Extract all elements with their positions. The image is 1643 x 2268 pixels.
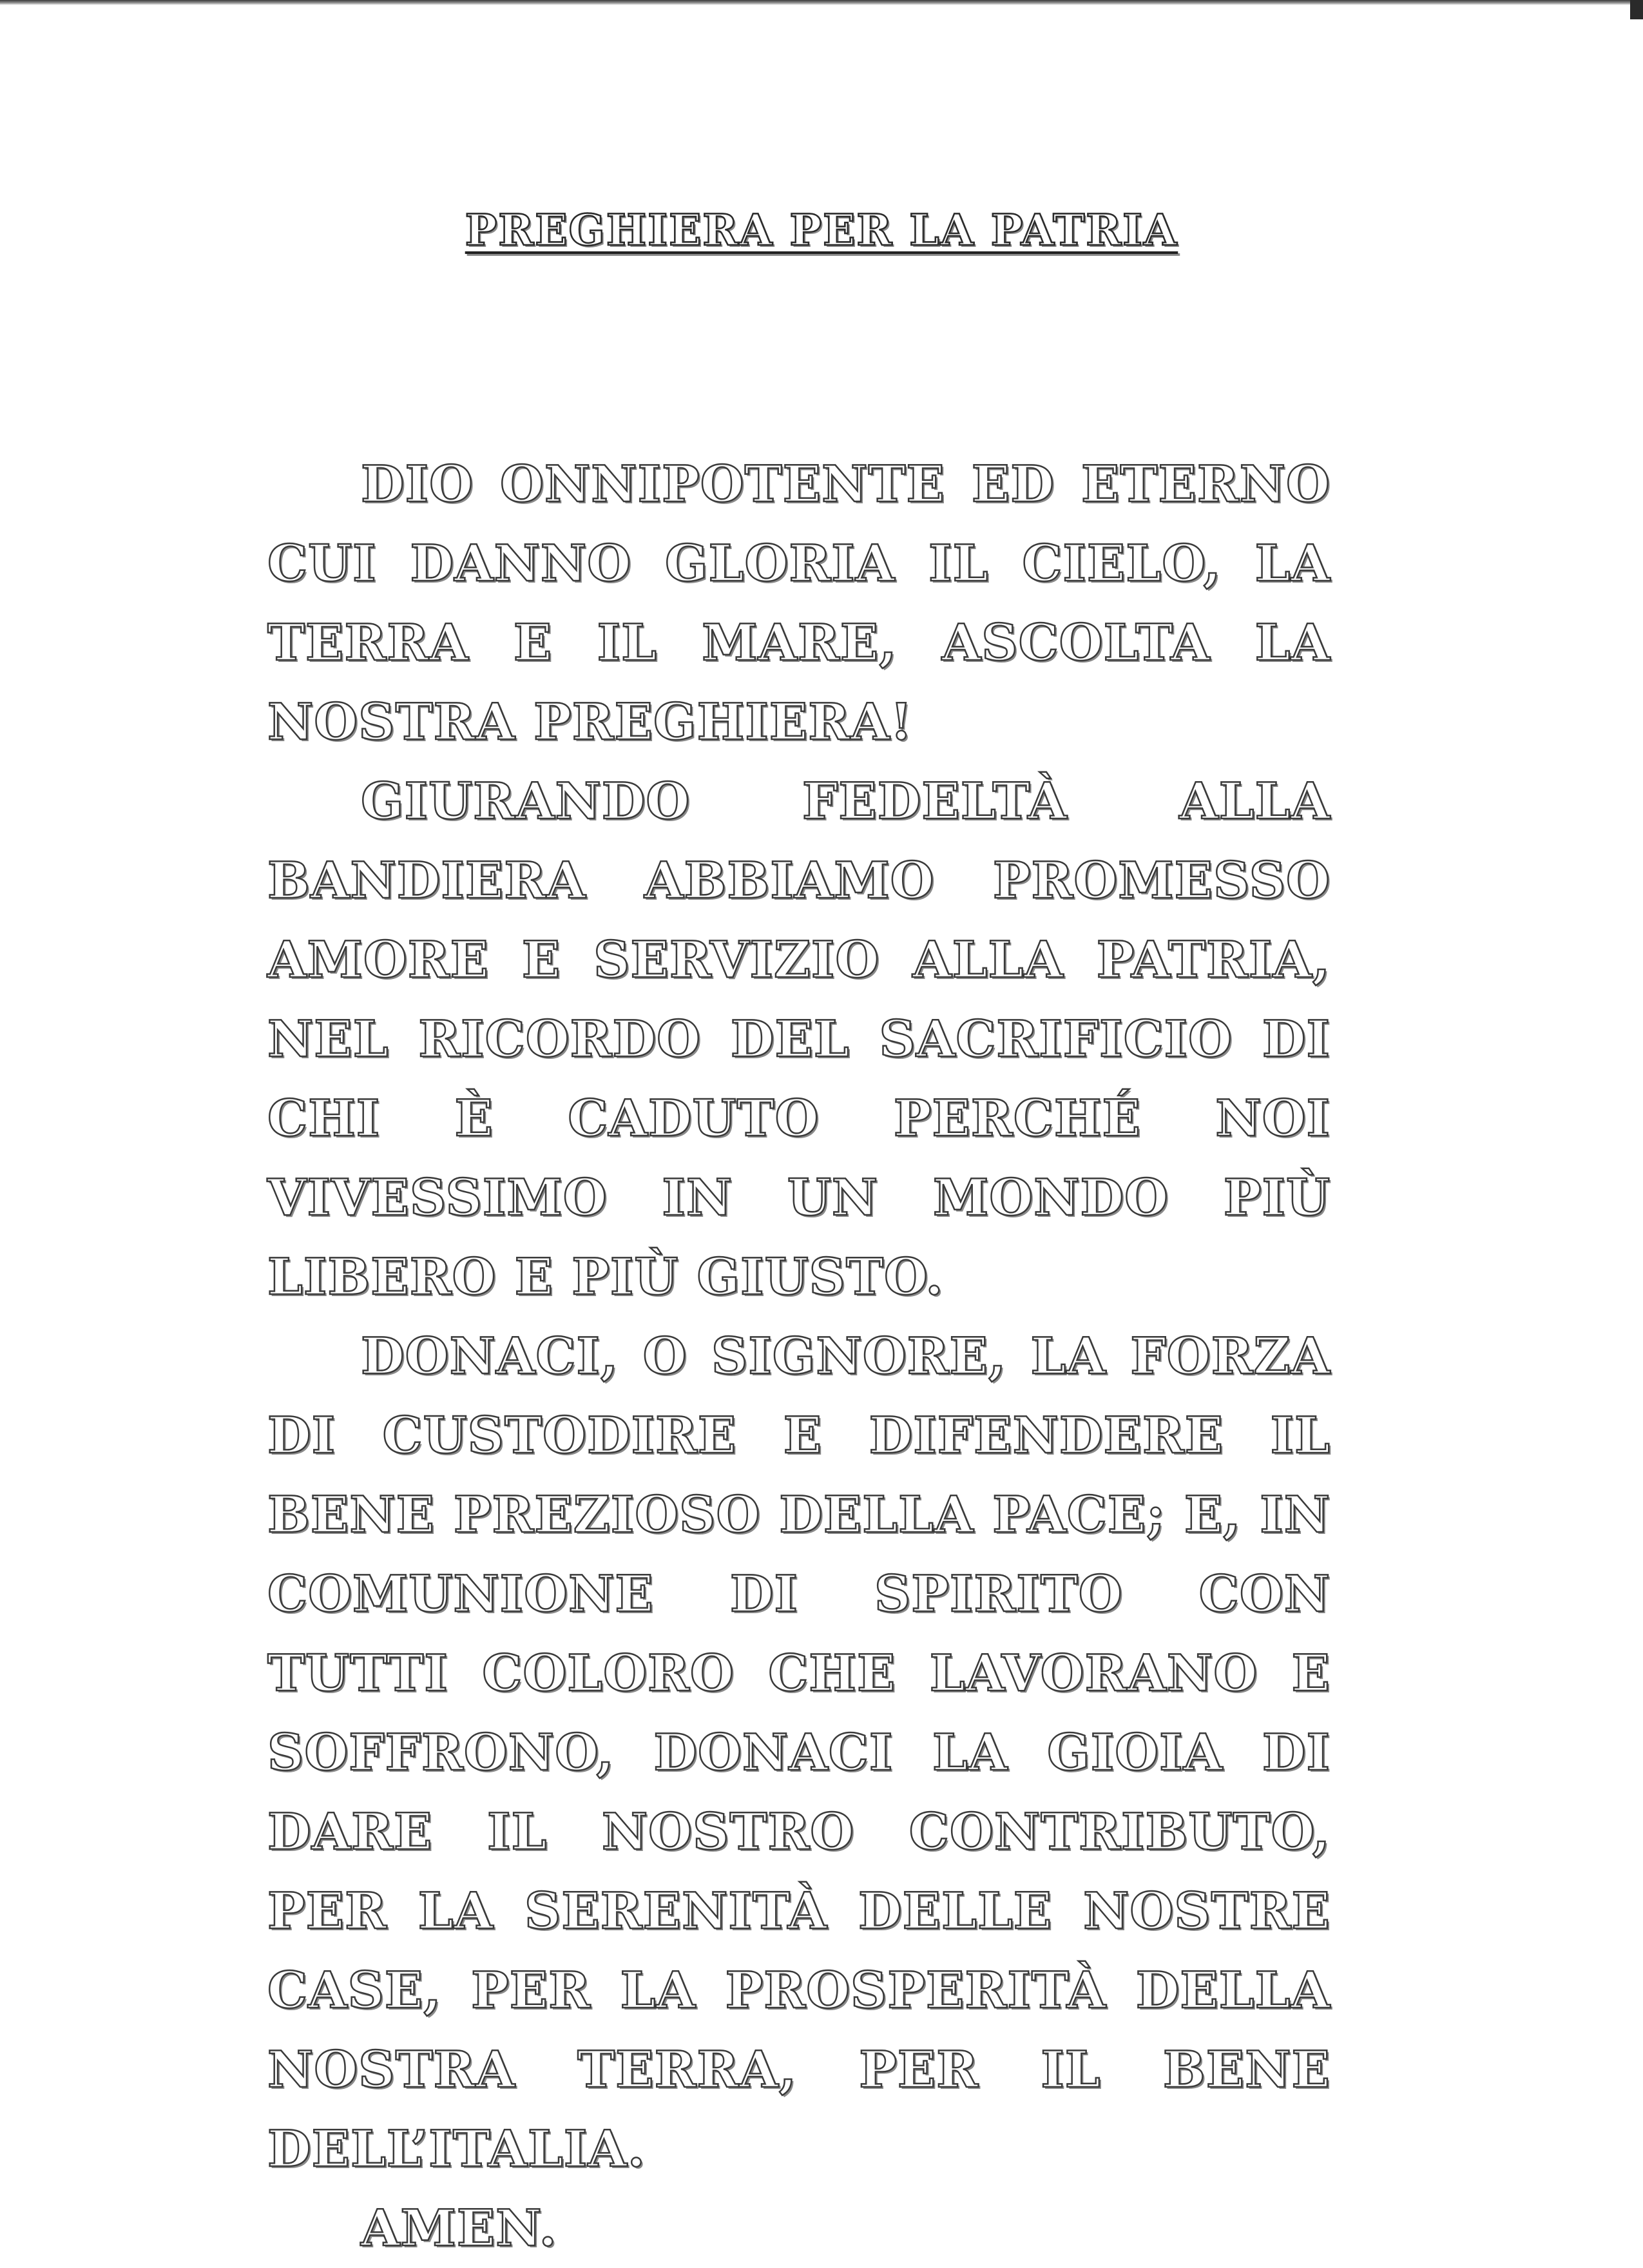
- prayer-closing: AMEN.: [361, 2199, 557, 2258]
- prayer-paragraph-2: GIURANDO FEDELTÀ ALLA BANDIERA ABBIAMO PROMESSO AMORE E SERVIZIO ALLA PATRIA, NEL RICORDO DEL SACRIFICIO DI CHI È CADUTO PERCHÉ NOI VIVESSIMO IN UN MONDO PIÙ LIBERO E PIÙ GIUSTO.: [267, 772, 1331, 1306]
- prayer-body: [267, 445, 1331, 2268]
- document-title: PREGHIERA PER LA PATRIA: [465, 205, 1178, 255]
- scan-corner-mark: [1630, 0, 1643, 19]
- scan-top-edge: [0, 0, 1643, 5]
- prayer-paragraph-1: DIO ONNIPOTENTE ED ETERNO CUI DANNO GLORIA IL CIELO, LA TERRA E IL MARE, ASCOLTA LA NOSTRA PREGHIERA!: [267, 455, 1331, 751]
- prayer-paragraph-3: DONACI, O SIGNORE, LA FORZA DI CUSTODIRE E DIFENDERE IL BENE PREZIOSO DELLA PACE; E, IN COMUNIONE DI SPIRITO CON TUTTI COLORO CHE LAVORANO E SOFFRONO, DONACI LA GIOIA DI DARE IL NOSTRO CONTRIBUTO, PER LA SERENITÀ DELLE NOSTRE CASE, PER LA PROSPERITÀ DELLA NOSTRA TERRA, PER IL BENE DELL’ITALIA.: [267, 1327, 1331, 2178]
